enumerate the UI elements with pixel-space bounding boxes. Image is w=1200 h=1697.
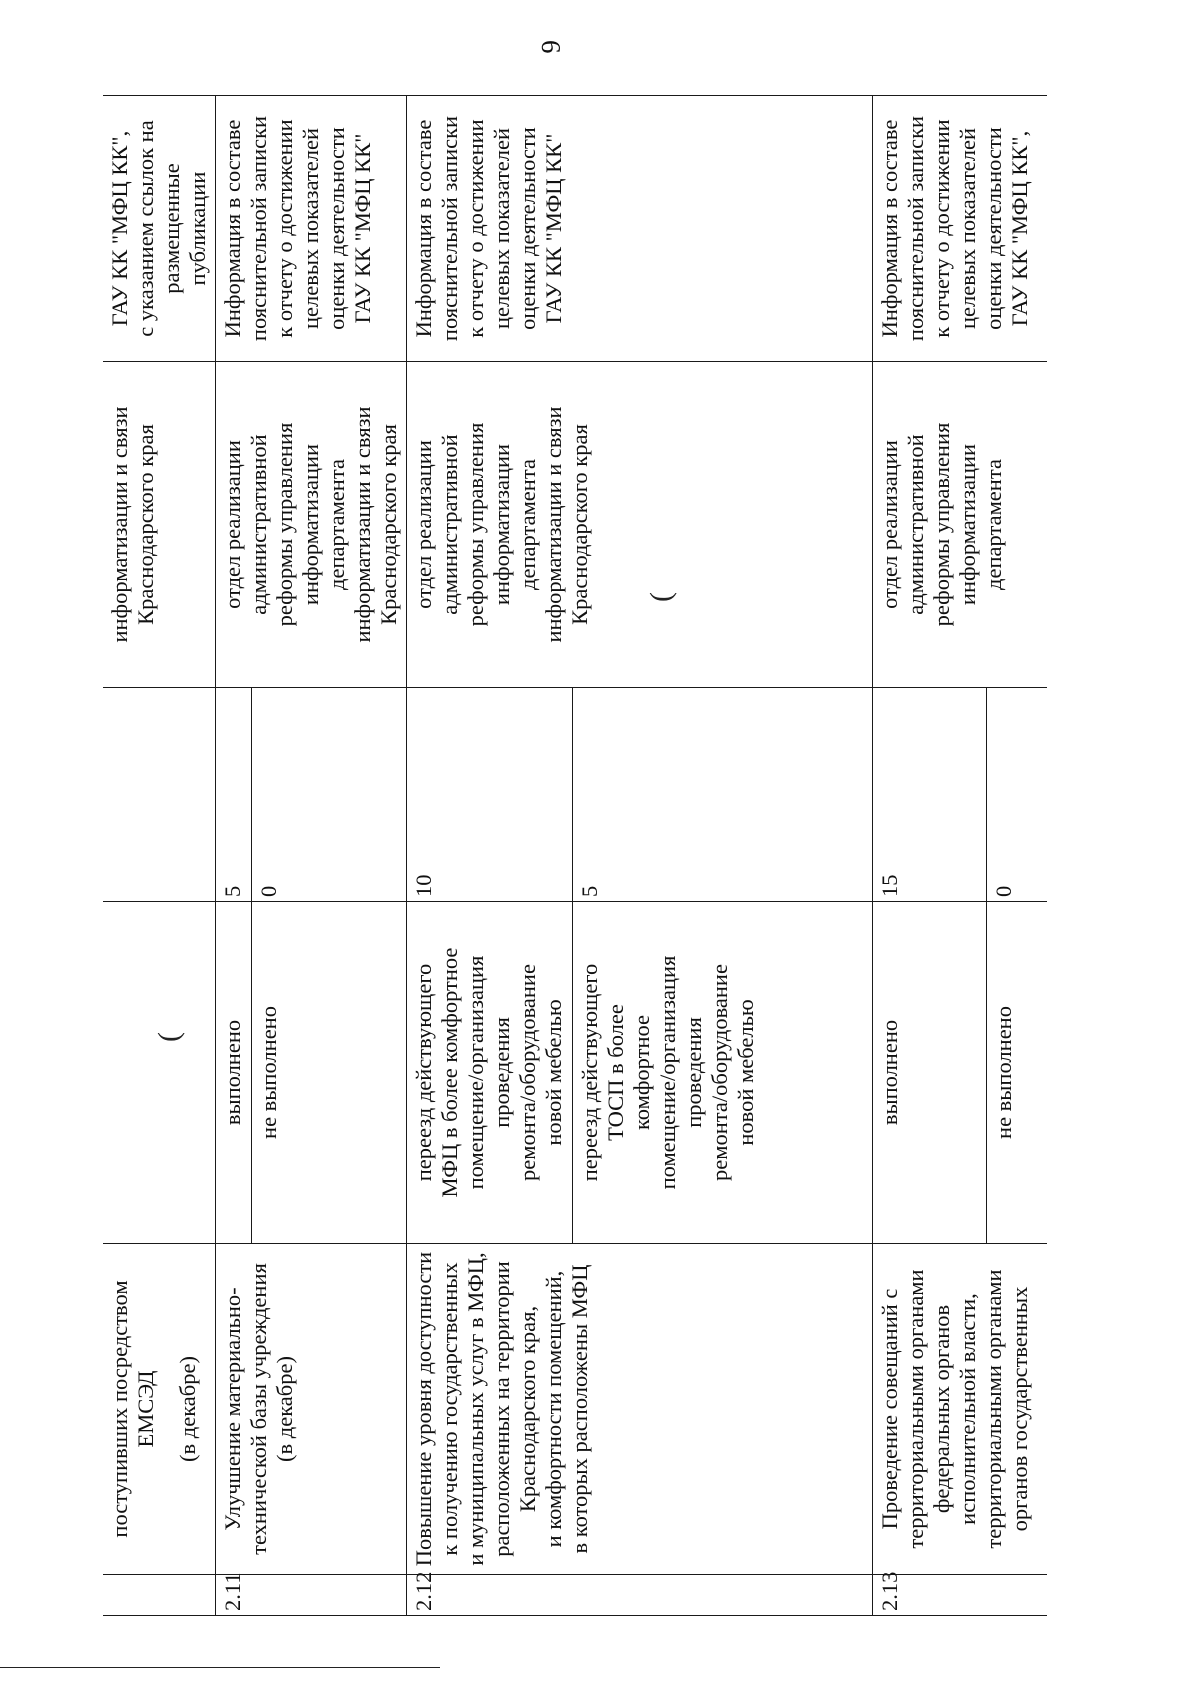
punch-hole-mark: ): [649, 592, 682, 602]
report-cell: Информация в составе пояснительной записки к отчету о достижении целевых показателей оценки деятельности ГАУ КК "МФЦ КК",: [873, 96, 1047, 362]
row-number: [103, 1575, 216, 1616]
row-number: 2.13: [873, 1575, 1047, 1616]
criterion-cell: не выполнено: [251, 902, 406, 1244]
criterion-cell: переезд действующего МФЦ в более комфортное помещение/организация проведения ремонта/оборудование новой мебелью: [407, 902, 573, 1244]
criterion-cell: [103, 902, 216, 1244]
row-number: 2.11: [216, 1575, 407, 1616]
event-cell: поступивших посредством ЕМСЭД (в декабре): [103, 1244, 216, 1575]
report-cell: Информация в составе пояснительной записки к отчету о достижении целевых показателей оценки деятельности ГАУ КК "МФЦ КК": [407, 96, 873, 362]
criterion-cell: выполнено: [216, 902, 252, 1244]
points-cell: 0: [987, 688, 1047, 902]
report-cell: Информация в составе пояснительной записки к отчету о достижении целевых показателей оценки деятельности ГАУ КК "МФЦ КК": [216, 96, 407, 362]
bottom-rule: [0, 1667, 440, 1668]
points-cell: [103, 688, 216, 902]
table-row: [216, 96, 252, 1616]
responsible-cell: отдел реализации административной реформы управления информатизации департамента информатизации и связи Краснодарского края: [407, 362, 873, 688]
points-cell: 10: [407, 688, 573, 902]
event-cell: Повышение уровня доступности к получению государственных и муниципальных услуг в МФЦ, расположенных на территории Краснодарского края, и комфортности помещений, в которых расположены МФЦ: [407, 1244, 873, 1575]
table-row: [873, 96, 987, 1616]
points-cell: 15: [873, 688, 987, 902]
page-number: 6: [536, 40, 566, 54]
responsible-cell: отдел реализации административной реформы управления информатизации департамента информатизации и связи Краснодарского края: [216, 362, 407, 688]
punch-hole-mark: ): [157, 1032, 190, 1042]
criterion-cell: выполнено: [873, 902, 987, 1244]
report-cell: ГАУ КК "МФЦ КК", с указанием ссылок на размещенные публикации: [103, 96, 216, 362]
event-cell: Улучшение материально- технической базы учреждения (в декабре): [216, 1244, 407, 1575]
table-row: [407, 96, 573, 1616]
responsible-cell: отдел реализации административной реформы управления информатизации департамента: [873, 362, 1047, 688]
points-cell: 5: [216, 688, 252, 902]
criterion-cell: не выполнено: [987, 902, 1047, 1244]
responsible-cell: информатизации и связи Краснодарского края: [103, 362, 216, 688]
table-row: [103, 96, 216, 1616]
row-number: 2.12: [407, 1575, 873, 1616]
evaluation-criteria-table: [103, 95, 1047, 1616]
criterion-cell: переезд действующего ТОСП в более комфортное помещение/организация проведения ремонта/оборудование новой мебелью: [573, 902, 873, 1244]
points-cell: 5: [573, 688, 873, 902]
event-cell: Проведение совещаний с территориальными органами федеральных органов исполнительной власти, территориальными органами органов государственных: [873, 1244, 1047, 1575]
points-cell: 0: [251, 688, 406, 902]
